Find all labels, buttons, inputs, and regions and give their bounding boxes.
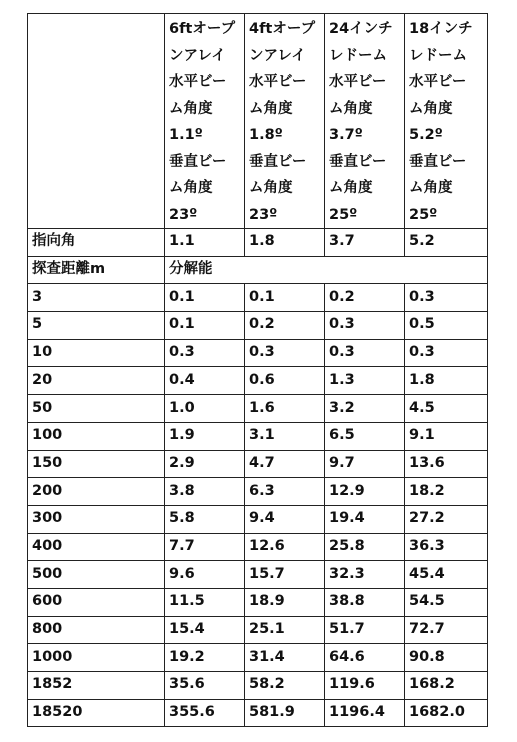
table-row: [28, 533, 488, 561]
header-text: ム角度: [249, 180, 293, 196]
table-row: [28, 699, 488, 727]
table-row: [28, 284, 488, 312]
resolution-cell: 11.5: [165, 588, 245, 616]
directivity-label: 指向角: [28, 229, 165, 257]
resolution-cell: 1.3: [325, 367, 405, 395]
range-cell: 20: [28, 367, 165, 395]
range-header-row: [28, 256, 488, 284]
table-row: [28, 561, 488, 589]
table-row: [28, 588, 488, 616]
resolution-cell: 581.9: [245, 699, 325, 727]
table-row: [28, 672, 488, 700]
range-cell: 5: [28, 312, 165, 340]
resolution-cell: 9.7: [325, 450, 405, 478]
resolution-cell: 0.2: [325, 284, 405, 312]
resolution-cell: 0.3: [325, 339, 405, 367]
resolution-cell: 9.1: [405, 422, 488, 450]
header-text: 23º: [169, 206, 198, 223]
resolution-cell: 18.2: [405, 478, 488, 506]
table-row: [28, 312, 488, 340]
resolution-cell: 5.8: [165, 505, 245, 533]
table-row: [28, 367, 488, 395]
directivity-value: 5.2: [405, 229, 488, 257]
resolution-cell: 9.4: [245, 505, 325, 533]
range-cell: 1852: [28, 672, 165, 700]
header-cell-6ft-open-array: [165, 14, 245, 229]
resolution-table-container: [27, 13, 488, 727]
header-row: [28, 14, 488, 229]
header-text: 垂直ビー: [409, 153, 467, 170]
header-text: ム角度: [409, 100, 453, 117]
table-row: [28, 644, 488, 672]
resolution-cell: 3.1: [245, 422, 325, 450]
resolution-table: [27, 13, 488, 727]
range-cell: 3: [28, 284, 165, 312]
header-text: 垂直ビー: [329, 153, 387, 170]
resolution-cell: 1196.4: [325, 699, 405, 727]
resolution-cell: 32.3: [325, 561, 405, 589]
resolution-cell: 4.7: [245, 450, 325, 478]
header-text: 4ftオープ: [249, 21, 316, 37]
resolution-cell: 45.4: [405, 561, 488, 589]
table-row: [28, 422, 488, 450]
range-cell: 200: [28, 478, 165, 506]
header-text: ム角度: [329, 180, 373, 196]
resolution-cell: 6.5: [325, 422, 405, 450]
header-text: ム角度: [329, 100, 373, 117]
range-cell: 100: [28, 422, 165, 450]
resolution-cell: 1682.0: [405, 699, 488, 727]
resolution-cell: 54.5: [405, 588, 488, 616]
resolution-cell: 31.4: [245, 644, 325, 672]
resolution-cell: 7.7: [165, 533, 245, 561]
resolution-cell: 6.3: [245, 478, 325, 506]
resolution-cell: 51.7: [325, 616, 405, 644]
header-text: 水平ビー: [249, 74, 307, 90]
resolution-cell: 0.6: [245, 367, 325, 395]
resolution-cell: 35.6: [165, 672, 245, 700]
header-text: レドーム: [409, 47, 467, 64]
header-text: 垂直ビー: [249, 153, 307, 170]
range-header-label: 探査距離m: [28, 256, 165, 284]
resolution-cell: 0.1: [245, 284, 325, 312]
table-row: [28, 339, 488, 367]
header-text: ム角度: [169, 100, 213, 117]
resolution-cell: 13.6: [405, 450, 488, 478]
header-text: ンアレイ: [249, 47, 306, 64]
range-cell: 50: [28, 395, 165, 423]
header-text: ム角度: [409, 180, 453, 196]
header-text: 水平ビー: [169, 74, 227, 90]
resolution-subtitle: 分解能: [165, 256, 488, 284]
resolution-cell: 15.7: [245, 561, 325, 589]
header-text: 垂直ビー: [169, 153, 227, 170]
header-text: 水平ビー: [409, 74, 467, 90]
table-row: [28, 478, 488, 506]
header-text: 23º: [249, 206, 278, 223]
resolution-cell: 0.3: [165, 339, 245, 367]
resolution-cell: 0.1: [165, 312, 245, 340]
resolution-cell: 0.3: [405, 284, 488, 312]
resolution-cell: 12.9: [325, 478, 405, 506]
resolution-cell: 0.5: [405, 312, 488, 340]
table-row: [28, 395, 488, 423]
table-row: [28, 505, 488, 533]
resolution-cell: 15.4: [165, 616, 245, 644]
resolution-cell: 38.8: [325, 588, 405, 616]
resolution-cell: 119.6: [325, 672, 405, 700]
range-cell: 400: [28, 533, 165, 561]
range-cell: 300: [28, 505, 165, 533]
resolution-cell: 0.4: [165, 367, 245, 395]
header-cell-4ft-open-array: [245, 14, 325, 229]
header-text: 25º: [329, 206, 358, 223]
directivity-row: [28, 229, 488, 257]
header-text: 1.8º: [249, 127, 283, 143]
table-row: [28, 616, 488, 644]
header-text: 6ftオープ: [169, 21, 236, 37]
resolution-cell: 64.6: [325, 644, 405, 672]
resolution-cell: 0.3: [405, 339, 488, 367]
resolution-cell: 12.6: [245, 533, 325, 561]
range-cell: 600: [28, 588, 165, 616]
resolution-cell: 2.9: [165, 450, 245, 478]
resolution-cell: 90.8: [405, 644, 488, 672]
range-cell: 500: [28, 561, 165, 589]
resolution-cell: 1.9: [165, 422, 245, 450]
header-text: 5.2º: [409, 127, 443, 143]
resolution-cell: 36.3: [405, 533, 488, 561]
header-text: レドーム: [329, 47, 387, 64]
header-text: ム角度: [169, 180, 213, 196]
resolution-cell: 1.8: [405, 367, 488, 395]
header-text: ム角度: [249, 100, 293, 117]
resolution-cell: 18.9: [245, 588, 325, 616]
header-text: 24インチ: [329, 21, 393, 37]
resolution-cell: 168.2: [405, 672, 488, 700]
range-cell: 18520: [28, 699, 165, 727]
header-text: 18インチ: [409, 21, 473, 37]
resolution-cell: 0.3: [245, 339, 325, 367]
directivity-value: 3.7: [325, 229, 405, 257]
resolution-cell: 3.8: [165, 478, 245, 506]
header-cell-24in-radome: [325, 14, 405, 229]
header-text: 1.1º: [169, 127, 203, 143]
resolution-cell: 25.8: [325, 533, 405, 561]
range-cell: 150: [28, 450, 165, 478]
resolution-cell: 27.2: [405, 505, 488, 533]
header-text: 25º: [409, 206, 438, 223]
table-row: [28, 450, 488, 478]
resolution-cell: 0.1: [165, 284, 245, 312]
header-text: 水平ビー: [329, 74, 387, 90]
resolution-cell: 58.2: [245, 672, 325, 700]
header-blank-cell: [28, 14, 165, 229]
range-cell: 10: [28, 339, 165, 367]
resolution-cell: 72.7: [405, 616, 488, 644]
resolution-cell: 1.6: [245, 395, 325, 423]
resolution-cell: 355.6: [165, 699, 245, 727]
resolution-cell: 3.2: [325, 395, 405, 423]
resolution-cell: 4.5: [405, 395, 488, 423]
resolution-cell: 9.6: [165, 561, 245, 589]
resolution-cell: 1.0: [165, 395, 245, 423]
range-cell: 800: [28, 616, 165, 644]
resolution-cell: 0.3: [325, 312, 405, 340]
resolution-cell: 19.2: [165, 644, 245, 672]
resolution-cell: 25.1: [245, 616, 325, 644]
directivity-value: 1.1: [165, 229, 245, 257]
header-text: ンアレイ: [169, 47, 226, 64]
header-cell-18in-radome: [405, 14, 488, 229]
resolution-cell: 0.2: [245, 312, 325, 340]
resolution-cell: 19.4: [325, 505, 405, 533]
range-cell: 1000: [28, 644, 165, 672]
header-text: 3.7º: [329, 127, 363, 143]
directivity-value: 1.8: [245, 229, 325, 257]
